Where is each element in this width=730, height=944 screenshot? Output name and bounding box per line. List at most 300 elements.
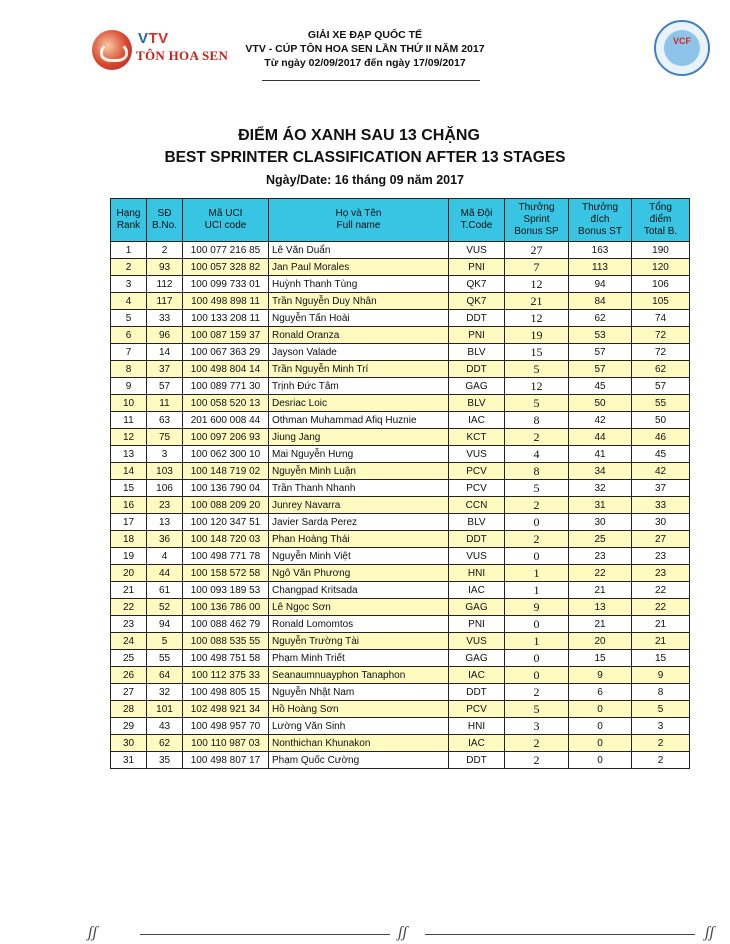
team-cell: PCV bbox=[449, 480, 505, 497]
stage-bonus-cell: 57 bbox=[569, 361, 632, 378]
table-row bbox=[111, 616, 690, 633]
rank-cell: 14 bbox=[111, 463, 147, 480]
total-cell: 23 bbox=[632, 548, 690, 565]
header-bib-number bbox=[147, 199, 183, 242]
uci-cell: 100 498 771 78 bbox=[183, 548, 269, 565]
total-cell: 21 bbox=[632, 616, 690, 633]
rank-cell: 25 bbox=[111, 650, 147, 667]
rank-cell: 28 bbox=[111, 701, 147, 718]
total-cell: 45 bbox=[632, 446, 690, 463]
sprint-bonus-cell: 5 bbox=[505, 361, 569, 378]
team-cell: DDT bbox=[449, 684, 505, 701]
header-team-code-line: T.Code bbox=[460, 220, 493, 231]
team-cell: BLV bbox=[449, 344, 505, 361]
uci-cell: 100 088 462 79 bbox=[183, 616, 269, 633]
total-cell: 106 bbox=[632, 276, 690, 293]
total-cell: 37 bbox=[632, 480, 690, 497]
header-bib-number-line: B.No. bbox=[151, 220, 177, 231]
table-row bbox=[111, 633, 690, 650]
rank-cell: 22 bbox=[111, 599, 147, 616]
total-cell: 8 bbox=[632, 684, 690, 701]
table-row bbox=[111, 429, 690, 446]
bib-cell: 35 bbox=[147, 752, 183, 769]
header-full-name-line: Họ và Tên bbox=[335, 208, 382, 219]
team-cell: IAC bbox=[449, 582, 505, 599]
name-cell: Desriac Loic bbox=[269, 395, 449, 412]
uci-cell: 100 088 535 55 bbox=[183, 633, 269, 650]
uci-cell: 100 133 208 11 bbox=[183, 310, 269, 327]
uci-cell: 100 158 572 58 bbox=[183, 565, 269, 582]
total-cell: 3 bbox=[632, 718, 690, 735]
uci-cell: 100 062 300 10 bbox=[183, 446, 269, 463]
header-rank-line: Hạng bbox=[116, 208, 141, 219]
table-row bbox=[111, 327, 690, 344]
rank-cell: 8 bbox=[111, 361, 147, 378]
header-stage-bonus bbox=[569, 199, 632, 242]
stage-bonus-cell: 0 bbox=[569, 701, 632, 718]
uci-cell: 100 093 189 53 bbox=[183, 582, 269, 599]
stage-bonus-cell: 94 bbox=[569, 276, 632, 293]
rank-cell: 23 bbox=[111, 616, 147, 633]
name-cell: Junrey Navarra bbox=[269, 497, 449, 514]
rank-cell: 2 bbox=[111, 259, 147, 276]
table-body bbox=[111, 242, 690, 769]
stage-bonus-cell: 42 bbox=[569, 412, 632, 429]
total-cell: 74 bbox=[632, 310, 690, 327]
footer-glyph-2: ʃʃ bbox=[398, 924, 408, 941]
uci-cell: 100 136 790 04 bbox=[183, 480, 269, 497]
stage-bonus-cell: 57 bbox=[569, 344, 632, 361]
bib-cell: 4 bbox=[147, 548, 183, 565]
team-cell: PNI bbox=[449, 327, 505, 344]
bib-cell: 11 bbox=[147, 395, 183, 412]
header-total-line: điểm bbox=[649, 214, 672, 225]
name-cell: Javier Sarda Perez bbox=[269, 514, 449, 531]
rank-cell: 17 bbox=[111, 514, 147, 531]
stage-bonus-cell: 15 bbox=[569, 650, 632, 667]
name-cell: Phan Hoàng Thái bbox=[269, 531, 449, 548]
sprint-bonus-cell: 5 bbox=[505, 701, 569, 718]
uci-cell: 100 112 375 33 bbox=[183, 667, 269, 684]
bib-cell: 37 bbox=[147, 361, 183, 378]
total-cell: 72 bbox=[632, 344, 690, 361]
name-cell: Lường Văn Sinh bbox=[269, 718, 449, 735]
uci-cell: 100 498 804 14 bbox=[183, 361, 269, 378]
stage-bonus-cell: 50 bbox=[569, 395, 632, 412]
stage-bonus-cell: 6 bbox=[569, 684, 632, 701]
name-cell: Nguyễn Minh Luận bbox=[269, 463, 449, 480]
event-line-3: Từ ngày 02/09/2017 đến ngày 17/09/2017 bbox=[264, 57, 466, 69]
bib-cell: 63 bbox=[147, 412, 183, 429]
bib-cell: 2 bbox=[147, 242, 183, 259]
classification-titles bbox=[0, 126, 730, 189]
bib-cell: 43 bbox=[147, 718, 183, 735]
total-cell: 5 bbox=[632, 701, 690, 718]
total-cell: 21 bbox=[632, 633, 690, 650]
bib-cell: 117 bbox=[147, 293, 183, 310]
table-row bbox=[111, 276, 690, 293]
total-cell: 72 bbox=[632, 327, 690, 344]
total-cell: 22 bbox=[632, 599, 690, 616]
stage-bonus-cell: 53 bbox=[569, 327, 632, 344]
header-uci-code bbox=[183, 199, 269, 242]
bib-cell: 55 bbox=[147, 650, 183, 667]
table-row bbox=[111, 582, 690, 599]
name-cell: Phạm Quốc Cường bbox=[269, 752, 449, 769]
stage-bonus-cell: 113 bbox=[569, 259, 632, 276]
stage-bonus-cell: 44 bbox=[569, 429, 632, 446]
sprinter-classification-table bbox=[110, 198, 690, 769]
name-cell: Nguyễn Trường Tài bbox=[269, 633, 449, 650]
team-cell: BLV bbox=[449, 395, 505, 412]
event-line-1: GIẢI XE ĐẠP QUỐC TẾ bbox=[307, 29, 423, 41]
table-row bbox=[111, 395, 690, 412]
event-info bbox=[240, 28, 490, 70]
stage-bonus-cell: 0 bbox=[569, 735, 632, 752]
table-row bbox=[111, 599, 690, 616]
total-cell: 42 bbox=[632, 463, 690, 480]
rank-cell: 6 bbox=[111, 327, 147, 344]
uci-cell: 100 110 987 03 bbox=[183, 735, 269, 752]
name-cell: Ronald Lomomtos bbox=[269, 616, 449, 633]
stage-bonus-cell: 21 bbox=[569, 616, 632, 633]
bib-cell: 62 bbox=[147, 735, 183, 752]
table-row bbox=[111, 361, 690, 378]
total-cell: 55 bbox=[632, 395, 690, 412]
name-cell: Trần Nguyễn Minh Trí bbox=[269, 361, 449, 378]
bib-cell: 23 bbox=[147, 497, 183, 514]
team-cell: DDT bbox=[449, 310, 505, 327]
header-uci-code-line: Mã UCI bbox=[208, 208, 243, 219]
rank-cell: 30 bbox=[111, 735, 147, 752]
table-row bbox=[111, 565, 690, 582]
name-cell: Seanaumnuayphon Tanaphon bbox=[269, 667, 449, 684]
rank-cell: 4 bbox=[111, 293, 147, 310]
ton-hoa-sen-brand: TÔN HOA SEN bbox=[136, 48, 229, 63]
rank-cell: 13 bbox=[111, 446, 147, 463]
rank-cell: 26 bbox=[111, 667, 147, 684]
stage-bonus-cell: 20 bbox=[569, 633, 632, 650]
table-row bbox=[111, 684, 690, 701]
header-sprint-bonus-line: Bonus SP bbox=[514, 226, 559, 237]
team-cell: VUS bbox=[449, 446, 505, 463]
stage-bonus-cell: 21 bbox=[569, 582, 632, 599]
rank-cell: 9 bbox=[111, 378, 147, 395]
table-row bbox=[111, 344, 690, 361]
total-cell: 15 bbox=[632, 650, 690, 667]
name-cell: Changpad Kritsada bbox=[269, 582, 449, 599]
footer-glyph-3: ʃʃ bbox=[705, 924, 715, 941]
stage-bonus-cell: 31 bbox=[569, 497, 632, 514]
bib-cell: 3 bbox=[147, 446, 183, 463]
header-sprint-bonus bbox=[505, 199, 569, 242]
header-rank-line: Rank bbox=[116, 220, 141, 231]
header-stage-bonus-line: Thưởng bbox=[581, 202, 619, 213]
header-stage-bonus-line: đích bbox=[590, 214, 610, 225]
uci-cell: 100 089 771 30 bbox=[183, 378, 269, 395]
uci-cell: 201 600 008 44 bbox=[183, 412, 269, 429]
stage-bonus-cell: 45 bbox=[569, 378, 632, 395]
uci-cell: 100 498 898 11 bbox=[183, 293, 269, 310]
uci-cell: 100 498 807 17 bbox=[183, 752, 269, 769]
uci-cell: 100 498 751 58 bbox=[183, 650, 269, 667]
total-cell: 50 bbox=[632, 412, 690, 429]
rank-cell: 3 bbox=[111, 276, 147, 293]
total-cell: 27 bbox=[632, 531, 690, 548]
table-row bbox=[111, 735, 690, 752]
stage-bonus-cell: 9 bbox=[569, 667, 632, 684]
stage-bonus-cell: 13 bbox=[569, 599, 632, 616]
table-row bbox=[111, 514, 690, 531]
stage-bonus-cell: 0 bbox=[569, 718, 632, 735]
total-cell: 62 bbox=[632, 361, 690, 378]
uci-cell: 100 498 805 15 bbox=[183, 684, 269, 701]
name-cell: Lê Ngọc Sơn bbox=[269, 599, 449, 616]
total-cell: 105 bbox=[632, 293, 690, 310]
rank-cell: 7 bbox=[111, 344, 147, 361]
vtv-logo-text: VTV bbox=[138, 30, 169, 47]
team-cell: DDT bbox=[449, 531, 505, 548]
table-row bbox=[111, 480, 690, 497]
bib-cell: 106 bbox=[147, 480, 183, 497]
name-cell: Ngô Văn Phương bbox=[269, 565, 449, 582]
uci-cell: 100 058 520 13 bbox=[183, 395, 269, 412]
name-cell: Jiung Jang bbox=[269, 429, 449, 446]
name-cell: Trần Nguyễn Duy Nhân bbox=[269, 293, 449, 310]
table-row bbox=[111, 293, 690, 310]
bib-cell: 32 bbox=[147, 684, 183, 701]
uci-cell: 100 099 733 01 bbox=[183, 276, 269, 293]
team-cell: GAG bbox=[449, 378, 505, 395]
sprint-bonus-cell: 2 bbox=[505, 684, 569, 701]
bib-cell: 36 bbox=[147, 531, 183, 548]
rank-cell: 1 bbox=[111, 242, 147, 259]
team-cell: VUS bbox=[449, 242, 505, 259]
footer-line-right bbox=[425, 934, 695, 935]
sprint-bonus-cell: 8 bbox=[505, 412, 569, 429]
uci-cell: 100 077 216 85 bbox=[183, 242, 269, 259]
table-row bbox=[111, 412, 690, 429]
bib-cell: 61 bbox=[147, 582, 183, 599]
name-cell: Nguyễn Nhật Nam bbox=[269, 684, 449, 701]
name-cell: Huỳnh Thanh Tùng bbox=[269, 276, 449, 293]
team-cell: HNI bbox=[449, 565, 505, 582]
team-cell: DDT bbox=[449, 752, 505, 769]
team-cell: PCV bbox=[449, 463, 505, 480]
header-team-code bbox=[449, 199, 505, 242]
header-total-line: Tổng bbox=[649, 202, 672, 213]
rank-cell: 29 bbox=[111, 718, 147, 735]
uci-cell: 100 097 206 93 bbox=[183, 429, 269, 446]
rank-cell: 16 bbox=[111, 497, 147, 514]
uci-cell: 100 498 957 70 bbox=[183, 718, 269, 735]
stage-bonus-cell: 62 bbox=[569, 310, 632, 327]
stage-bonus-cell: 23 bbox=[569, 548, 632, 565]
bib-cell: 93 bbox=[147, 259, 183, 276]
footer-line-left bbox=[140, 934, 390, 935]
sprint-bonus-cell: 19 bbox=[505, 327, 569, 344]
team-cell: IAC bbox=[449, 735, 505, 752]
total-cell: 2 bbox=[632, 752, 690, 769]
header-stage-bonus-line: Bonus ST bbox=[578, 226, 622, 237]
rank-cell: 18 bbox=[111, 531, 147, 548]
sprint-bonus-cell: 12 bbox=[505, 310, 569, 327]
total-cell: 30 bbox=[632, 514, 690, 531]
rank-cell: 27 bbox=[111, 684, 147, 701]
table-header-row bbox=[111, 199, 690, 242]
uci-cell: 100 057 328 82 bbox=[183, 259, 269, 276]
sprint-bonus-cell: 3 bbox=[505, 718, 569, 735]
header-bib-number-line: SĐ bbox=[157, 208, 172, 219]
rank-cell: 24 bbox=[111, 633, 147, 650]
team-cell: PNI bbox=[449, 616, 505, 633]
table-row bbox=[111, 378, 690, 395]
rank-cell: 11 bbox=[111, 412, 147, 429]
table-row bbox=[111, 259, 690, 276]
bib-cell: 33 bbox=[147, 310, 183, 327]
sprint-bonus-cell: 15 bbox=[505, 344, 569, 361]
table-row bbox=[111, 701, 690, 718]
table-row bbox=[111, 242, 690, 259]
table-row bbox=[111, 667, 690, 684]
team-cell: VUS bbox=[449, 633, 505, 650]
team-cell: IAC bbox=[449, 412, 505, 429]
header-full-name bbox=[269, 199, 449, 242]
federation-logo bbox=[654, 20, 710, 76]
bib-cell: 14 bbox=[147, 344, 183, 361]
sprint-bonus-cell: 12 bbox=[505, 378, 569, 395]
table-row bbox=[111, 548, 690, 565]
event-line-2: VTV - CÚP TÔN HOA SEN LẦN THỨ II NĂM 2017 bbox=[245, 43, 485, 55]
sprint-bonus-cell: 1 bbox=[505, 582, 569, 599]
sprint-bonus-cell: 1 bbox=[505, 633, 569, 650]
total-cell: 120 bbox=[632, 259, 690, 276]
sprint-bonus-cell: 0 bbox=[505, 616, 569, 633]
bib-cell: 75 bbox=[147, 429, 183, 446]
name-cell: Nguyễn Tấn Hoài bbox=[269, 310, 449, 327]
sprint-bonus-cell: 1 bbox=[505, 565, 569, 582]
header-rank bbox=[111, 199, 147, 242]
rank-cell: 15 bbox=[111, 480, 147, 497]
table-row bbox=[111, 650, 690, 667]
sprint-bonus-cell: 0 bbox=[505, 548, 569, 565]
bib-cell: 64 bbox=[147, 667, 183, 684]
total-cell: 2 bbox=[632, 735, 690, 752]
total-cell: 57 bbox=[632, 378, 690, 395]
name-cell: Trần Thanh Nhanh bbox=[269, 480, 449, 497]
bib-cell: 96 bbox=[147, 327, 183, 344]
stage-bonus-cell: 34 bbox=[569, 463, 632, 480]
header-team-code-line: Mã Đội bbox=[460, 208, 493, 219]
name-cell: Mai Nguyễn Hưng bbox=[269, 446, 449, 463]
table-row bbox=[111, 718, 690, 735]
name-cell: Nguyễn Minh Việt bbox=[269, 548, 449, 565]
sprint-bonus-cell: 21 bbox=[505, 293, 569, 310]
table-row bbox=[111, 310, 690, 327]
table-row bbox=[111, 497, 690, 514]
bib-cell: 101 bbox=[147, 701, 183, 718]
rank-cell: 20 bbox=[111, 565, 147, 582]
sprint-bonus-cell: 9 bbox=[505, 599, 569, 616]
team-cell: BLV bbox=[449, 514, 505, 531]
header-total bbox=[632, 199, 690, 242]
sprint-bonus-cell: 2 bbox=[505, 752, 569, 769]
title-date: Ngày/Date: 16 tháng 09 năm 2017 bbox=[266, 173, 464, 187]
uci-cell: 100 148 720 03 bbox=[183, 531, 269, 548]
sprint-bonus-cell: 12 bbox=[505, 276, 569, 293]
uci-cell: 100 148 719 02 bbox=[183, 463, 269, 480]
name-cell: Phạm Minh Triết bbox=[269, 650, 449, 667]
total-cell: 33 bbox=[632, 497, 690, 514]
stage-bonus-cell: 84 bbox=[569, 293, 632, 310]
name-cell: Lê Văn Duẩn bbox=[269, 242, 449, 259]
team-cell: CCN bbox=[449, 497, 505, 514]
stage-bonus-cell: 30 bbox=[569, 514, 632, 531]
team-cell: QK7 bbox=[449, 276, 505, 293]
name-cell: Jan Paul Morales bbox=[269, 259, 449, 276]
bib-cell: 94 bbox=[147, 616, 183, 633]
team-cell: GAG bbox=[449, 650, 505, 667]
uci-cell: 100 136 786 00 bbox=[183, 599, 269, 616]
name-cell: Jayson Valade bbox=[269, 344, 449, 361]
sprint-bonus-cell: 8 bbox=[505, 463, 569, 480]
rank-cell: 5 bbox=[111, 310, 147, 327]
bib-cell: 112 bbox=[147, 276, 183, 293]
bib-cell: 57 bbox=[147, 378, 183, 395]
rank-cell: 12 bbox=[111, 429, 147, 446]
sprint-bonus-cell: 27 bbox=[505, 242, 569, 259]
rank-cell: 10 bbox=[111, 395, 147, 412]
team-cell: PCV bbox=[449, 701, 505, 718]
bib-cell: 5 bbox=[147, 633, 183, 650]
table-row bbox=[111, 446, 690, 463]
sprint-bonus-cell: 0 bbox=[505, 650, 569, 667]
federation-logo-text: VCF bbox=[673, 36, 691, 46]
team-cell: GAG bbox=[449, 599, 505, 616]
title-english: BEST SPRINTER CLASSIFICATION AFTER 13 STAGES bbox=[164, 149, 566, 166]
team-cell: HNI bbox=[449, 718, 505, 735]
sprint-bonus-cell: 4 bbox=[505, 446, 569, 463]
total-cell: 190 bbox=[632, 242, 690, 259]
stage-bonus-cell: 22 bbox=[569, 565, 632, 582]
header-full-name-line: Full name bbox=[336, 220, 381, 231]
stage-bonus-cell: 163 bbox=[569, 242, 632, 259]
header-divider bbox=[262, 80, 480, 81]
team-cell: PNI bbox=[449, 259, 505, 276]
sprint-bonus-cell: 0 bbox=[505, 667, 569, 684]
rank-cell: 21 bbox=[111, 582, 147, 599]
header-uci-code-line: UCI code bbox=[204, 220, 247, 231]
bib-cell: 44 bbox=[147, 565, 183, 582]
header-total-line: Total B. bbox=[643, 226, 678, 237]
sprint-bonus-cell: 5 bbox=[505, 395, 569, 412]
bib-cell: 103 bbox=[147, 463, 183, 480]
sprint-bonus-cell: 2 bbox=[505, 497, 569, 514]
name-cell: Othman Muhammad Afiq Huznie bbox=[269, 412, 449, 429]
header-sprint-bonus-line: Thưởng bbox=[518, 202, 555, 213]
team-cell: IAC bbox=[449, 667, 505, 684]
team-cell: VUS bbox=[449, 548, 505, 565]
table-row bbox=[111, 463, 690, 480]
total-cell: 23 bbox=[632, 565, 690, 582]
uci-cell: 100 067 363 29 bbox=[183, 344, 269, 361]
stage-bonus-cell: 41 bbox=[569, 446, 632, 463]
total-cell: 46 bbox=[632, 429, 690, 446]
uci-cell: 100 088 209 20 bbox=[183, 497, 269, 514]
rank-cell: 19 bbox=[111, 548, 147, 565]
sprint-bonus-cell: 5 bbox=[505, 480, 569, 497]
document-header bbox=[0, 0, 730, 90]
